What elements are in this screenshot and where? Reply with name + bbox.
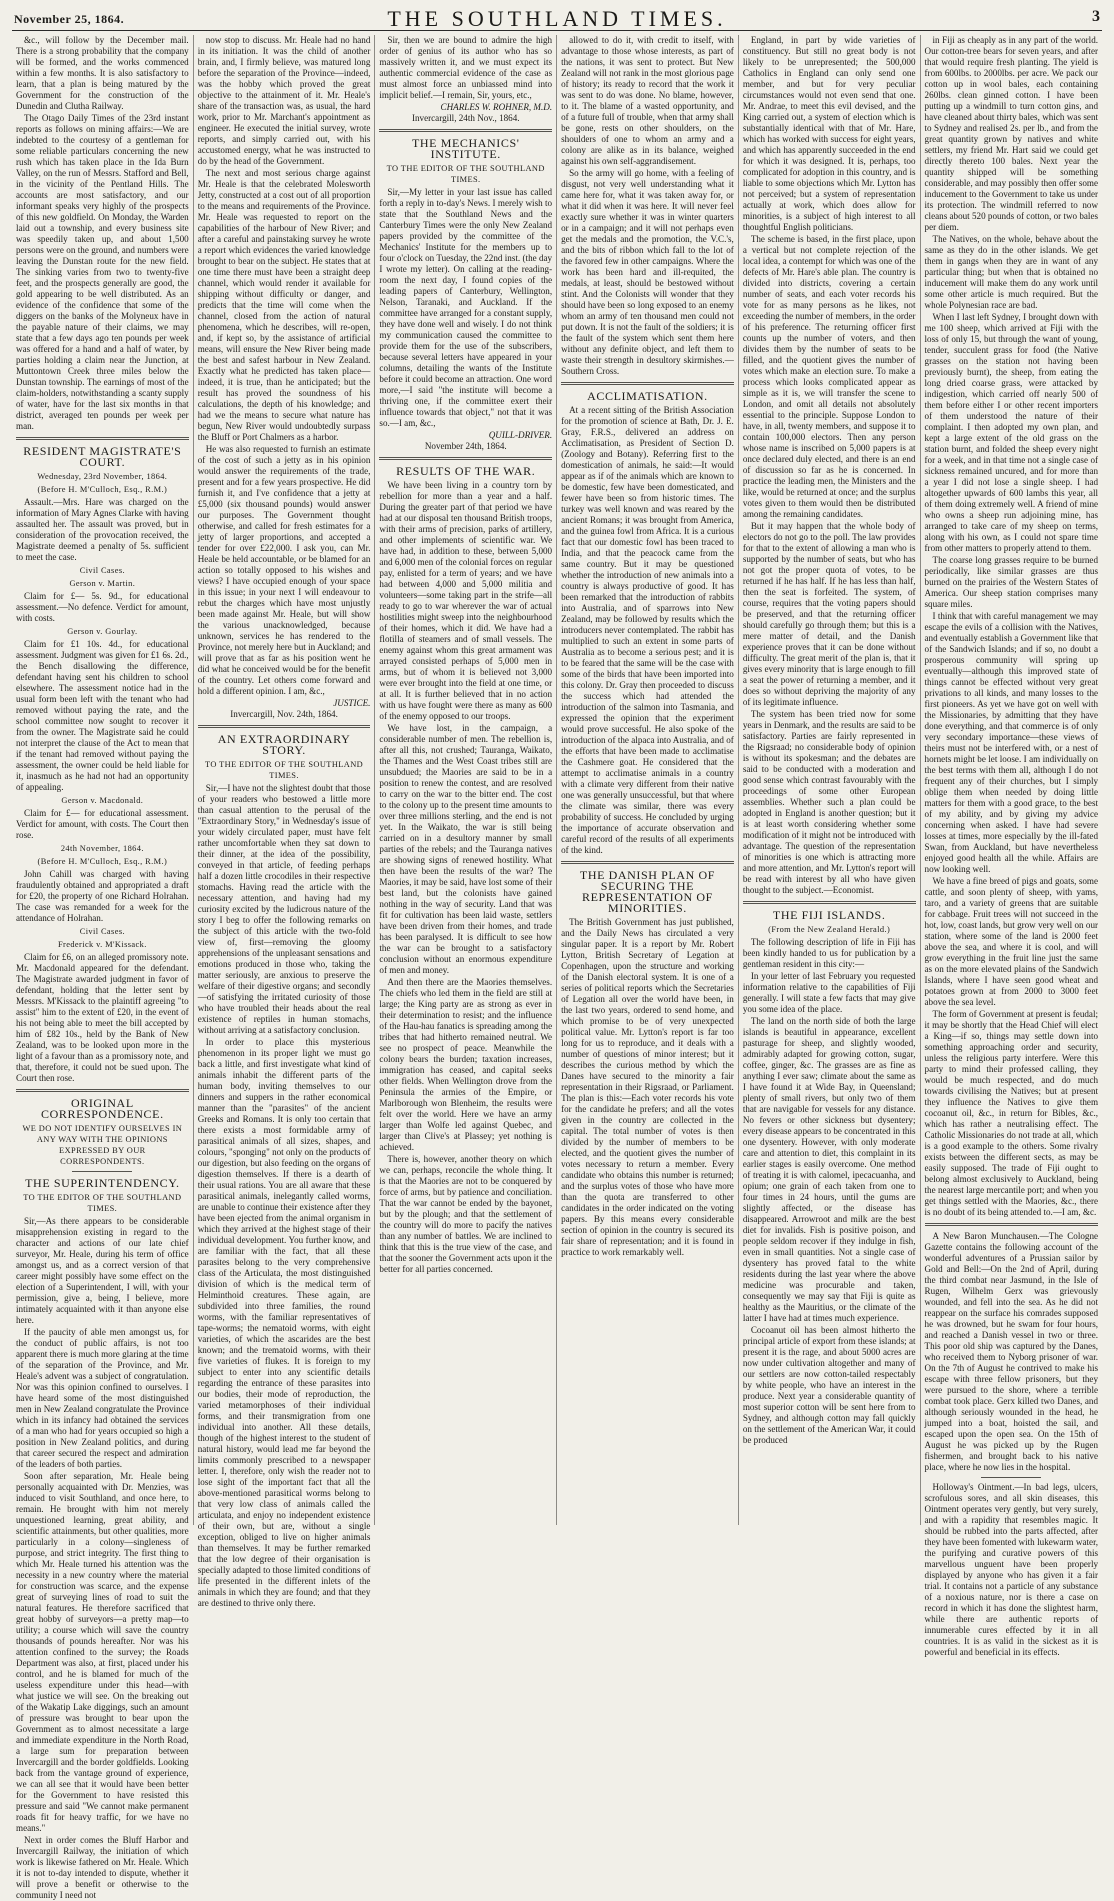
paragraph: In your letter of last February you requested information relative to the capabilities of Fiji generally. I will state a few facts that may give you some idea of the place.: [742, 971, 916, 1014]
paragraph: The land on the north side of both the large islands is beautiful in appearance, excellent pasturage for sheep, and slightly wooded, admirably adapted for growing cotton, sugar, coffee, ginger, &c. The grasses are as fine as anything I ever saw; climate about the same as I have found it at Wide Bay, in Queensland; plenty of small rivers, but only two of them that are navigable for vessels for any distance. No fevers or other sickness but dysentery; every disease appears to be concentrated in this one dysentery. However, with only moderate care and attention to diet, this complaint in its earlier stages is easily overcome. One method of treating it is with calomel, ipecacuanha, and opium; one grain of each taken from one to four times in 24 hours, until the gums are slightly affected, or the disease has disappeared. Arrowroot and milk are the best diet for invalids. Fish is positive poison, and people seldom recover if they indulge in fish, even in small quantities. Not a single case of dysentery has proved fatal to the white residents during the last year where the above medicine was procurable and taken, consequently we may say that Fiji is quite as healthy as the Mauritius, or the climate of the latter I have had at times much experience.: [742, 1016, 916, 1323]
signature: JUSTICE.: [333, 698, 371, 708]
signature-place: Invercargill, Nov. 24th, 1864.: [230, 709, 338, 719]
paragraph: Sir, then we are bound to admire the high order of genius of its author who has so massively written it, and we must expect its authentic commercial evidence of the case as must almost force an unbiassed mind into implicit belief.—I remain, Sir, yours, etc.,: [379, 35, 553, 100]
divider: [16, 1089, 189, 1092]
column-6: [921, 35, 1103, 1657]
column-1: [12, 35, 194, 1900]
paragraph: The system has been tried now for some years in Denmark, and the results are said to be satisfactory. Parties are fairly represented in the Rigsraad; no considerable body of opinion is without its spokesman; and the debates are said to be conducted with a moderation and good sense which contrast favourably with the proceedings of some other European assemblies. Whether such a plan could be adopted in England is another question; but it is at least worth considering whether some modification of it might not be introduced with advantage. The question of the representation of minorities is one which is attracting more and more attention, and Mr. Lytton's report will be read with interest by all who have given thought to the subject.—Economist.: [742, 709, 916, 895]
case-title: Frederick v. M'Kissack.: [57, 940, 147, 949]
paragraph: in Fiji as cheaply as in any part of the world. Our cotton-tree bears for seven years, and after that would require fresh planting. The yield is from 600lbs. to 2000lbs. per acre. We pack our cotton up in wool bales, each containing 260lbs. clean ginned cotton. I have been putting up a windmill to turn cotton gins, and have cleaned about thirty bales, which was sent to Sydney and realised 2s. per lb., and from the great quantity grown by natives and white settlers, my friend Mr. Hart said we could get directly thereto 100 bales. Next year the quantity shipped will be something considerable, and may possibly then offer some inducement to the Government to take us under its protection. The windmill referred to now cleans about 520 pounds of cotton, or two bales per diem.: [924, 35, 1099, 232]
paragraph: Next in order comes the Bluff Harbor and Invercargill Railway, the initiation of which work is likewise fathered on Mr. Heale. Which it is not to-day intended to dispute, whether it will prove a benefit or otherwise to the community I need not: [16, 1835, 189, 1900]
section-heading: RESULTS OF THE WAR.: [396, 464, 536, 478]
section-heading: ACCLIMATISATION.: [587, 389, 708, 403]
paragraph: So the army will go home, with a feeling of disgust, not very well understanding what it came here for, what it was taken away for, or what it did when it was here. It will never feel exactly sure whether it was in winter quarters or in a campaign; and it will not perhaps even get the medals and the promotion, the V.C.'s, and the bits of ribbon which fall to the lot of the favored few in other campaigns. Where the work has been hard and ill-requited, the medals, at least, should be bestowed without stint. And the Colonists will wonder that they should have been so long exposed to an enemy whom an army of ten thousand men could not put down. It is not the fault of the soldiers; it is the fault of the system which sent them here without any definite object, and left them to waste their strength in desultory skirmishes.—Southern Cross.: [561, 168, 734, 376]
paragraph: England, in part by wide varieties of constituency. But still no great body is not likely to be unrepresented; the 500,000 Catholics in England can only send one member, and but for very peculiar circumstances would not even send that one. Mr. Andrae, to meet this evil devised, and the King carried out, a system of election which is substantially identical with that of Mr. Hare, which has worked with success for eight years, and which has apparently succeeded in the end for which it was designed. It is, perhaps, too complicated for adoption in this country, and is liable to some objections which Mr. Lytton has not perceived; but a system of representation actually at work, which does allow for minorities, is a subject of high interest to all thoughtful English politicians.: [742, 35, 916, 232]
column-3: [375, 35, 557, 1525]
paragraph: There is, however, another theory on which we can, perhaps, reconcile the whole thing. It is that the Maories are not to be conquered by force of arms, but by patience and conciliation. That the war cannot be ended by the bayonet, but by the plough; and that the settlement of the country will do more to pacify the natives than any number of battles. We are inclined to think that this is the true view of the case, and that the sooner the Government acts upon it the better for all parties concerned.: [379, 1154, 553, 1274]
section-heading: RESIDENT MAGISTRATE'S COURT.: [23, 444, 182, 469]
subheading: Civil Cases.: [79, 927, 125, 936]
divider: [379, 457, 552, 460]
paragraph: Soon after separation, Mr. Heale being personally acquainted with Dr. Menzies, was induced to visit Southland, and once here, to remain. He brought with him not merely unquestioned learning, great ability, and scientific attainments, but other qualities, more particularly in a colony—singleness of purpose, and strict integrity. The first thing to which Mr. Heale turned his attention was the necessity in a new country where the material for construction was scarce, and the expense great of surveying lines of road to suit the natural features. He therefore sacrificed that great hobby of surveyors—a pretty map—to utility; a course which will save the country thousands of pounds hereafter. Nor was his attention confined to the survey; the Roads Department was also, at first, placed under his control, and he is blamed for much of the useless expenditure under this head—with what justice we will see. On the breaking out of the Wakatip Lake diggings, such an amount of pressure was brought to bear upon the Government as to almost necessitate a large and immediate expenditure in the North Road, a large sum for preparation between Invercargill and the border goldfields. Looking back from the vantage ground of experience, we can all see that it would have been better for the Government to have resisted this pressure and said "We cannot make permanent roads fit for heavy traffic, for we have no means.": [16, 1471, 189, 1833]
section-heading: THE DANISH PLAN OF SECURING THE REPRESENTATION OF MINORITIES.: [579, 868, 716, 915]
divider: [981, 1477, 1041, 1478]
paragraph: We have lost, in the campaign, a considerable number of men. The rebellion is, after all this, not crushed; Tauranga, Waikato, the Thames and the West Coast tribes still are unsubdued; the Maories are said to be in a position to renew the contest, and are resolved to carry on the war to the bitter end. The cost to the colony up to the present time amounts to over three millions sterling, and the end is not yet. In the Waikato, the war is still being carried on in a desultory manner by small parties of the rebels; and the Tauranga natives are showing signs of renewed hostility. What then have been the results of the war? The Maories, it may be said, have lost some of their best land, but the colonists have gained nothing in the way of security. Land that was fit for cultivation has been laid waste, settlers have been driven from their homes, and trade has been paralysed. It is difficult to see how the war can be brought to a satisfactory conclusion without an enormous expenditure of men and money.: [379, 723, 553, 975]
paragraph: We have been living in a country torn by rebellion for more than a year and a half. During the greater part of that period we have had at our disposal ten thousand British troops, with their arms of precision, parks of artillery, and other implements of scientific war. We have had, in addition to these, between 5,000 and 6,000 men of the colonial forces on regular pay, enlisted for a term of years; and we have had between 4,000 and 5,000 militia and volunteers—some taking part in the strife—all ready to go to war wherever the war of actual hostilities might sweep into the neighbourhood of their homes, which it did. We have had a flotilla of steamers and of small vessels. The enemy against whom this great armament was arrayed consisted perhaps of 5,000 men in arms, but of whom it is believed not 3,000 were ever brought into the field at one time, or at all. It is further believed that in no action with us have fought were there as many as 600 of the enemy opposed to our troops.: [379, 480, 553, 721]
court-bench: (Before H. M'Culloch, Esq., R.M.): [37, 485, 168, 494]
section-heading: THE FIJI ISLANDS.: [772, 908, 886, 922]
paragraph: At a recent sitting of the British Association for the promotion of science at Bath, Dr. J. E. Gray, F.R.S., delivered an address on Acclimatisation, as President of Section D. (Zoology and Botany). Referring first to the domestication of animals, he said:—It would appear as if of the animals which are known to be domestic, few have been domesticated, and fewer have been so from historic times. The turkey was well known and was reared by the ancient Romans; it was brought from America, and the guinea fowl from Africa. It is a curious fact that our domestic fowl has been traced to India, and that the peacock came from the same country. But it may be questioned whether the introduction of new animals into a country is always productive of good. It has been remarked that the introduction of rabbits into Australia, and of sparrows into New Zealand, may be followed by results which the introducers never contemplated. The rabbit has multiplied to such an extent in some parts of Australia as to become a serious pest; and it is to be feared that the same will be the case with some of the birds that have been imported into this colony. Dr. Gray then proceeded to discuss the success which had attended the introduction of the salmon into Tasmania, and expressed the opinion that the experiment would prove successful. He also spoke of the introduction of the alpaca into Australia, and of the efforts that have been made to acclimatise the Cashmere goat. He considered that the attempt to acclimatise animals in a country with a climate very different from their native one was generally unsuccessful, but that where the climate was similar, there was every probability of success. He concluded by urging the importance of accurate observation and careful record of the results of all experiments of the kind.: [561, 405, 734, 855]
signature-place: November 24th, 1864.: [424, 441, 507, 451]
divider: [16, 437, 189, 440]
paragraph: &c., will follow by the December mail. There is a strong probability that the company will be formed, and the works commenced within a few months. It is also satisfactory to learn, that a plan is being matured by the Government for the construction of the Dunedin and Clutha Railway.: [16, 35, 189, 111]
newspaper-title: THE SOUTHLAND TIMES.: [387, 6, 727, 31]
section-heading: THE MECHANICS' INSTITUTE.: [411, 136, 520, 161]
paragraph: When I last left Sydney, I brought down with me 100 sheep, which arrived at Fiji with the loss of only 15, but through the want of young, tender, succulent grass for food (the Native grasses on the station not having been previously burnt), the sheep, from eating the long dried coarse grass, were attacked by indigestion, which carried off nearly 500 of them before either I or other recent importers of them understood the nature of their complaint. I then adopted my own plan, and kept a large extent of the old grass on the station burnt, and folded the sheep every night for a week, and in that time not a single case of sickness remained uncured, and for more than a year I did not lose a single sheep. I had altogether upwards of 600 lambs this year, all of them doing extremely well. A friend of mine who owns a sheep run adjoining mine, has arranged to take care of my sheep on terms, along with his own, as I could not spare time from other matters to properly attend to them.: [924, 312, 1099, 553]
paragraph: The form of Government at present is feudal; it may be shortly that the Head Chief will elect a King—if so, things may settle down into something approaching order and security, unless the religious party interfere. Were this party to mind their professed calling, they would be much respected, and do much towards civilising the Natives; but at present they influence the Natives to give them cocoanut oil, &c., in return for Bibles, &c., which has rather a neutralising effect. The Catholic Missionaries do not trade at all, which is a good example to the others. Some rivalry exists between the different sects, as may be easily supposed. The trade of Fiji ought to belong almost exclusively to Auckland, being the nearest large mercantile port; and when you get things settled with the Maories, &c., there is no doubt of its being attended to.—I am, &c.: [924, 1009, 1099, 1217]
paragraph: Cocoanut oil has been almost hitherto the principal article of export from these islands; at present it is the rage, and about 5000 acres are now under cultivation altogether and many of our settlers are now cotton-tailed respectably by white people, who have an interest in the produce. Next year a considerable quantity of most superior cotton will be sent here from to Sydney, and although cotton may fall quickly on the settlement of the American War, it could be produced: [742, 1325, 916, 1445]
paragraph: The following description of life in Fiji has been kindly handed to us for publication by a gentleman resident in this city:—: [742, 937, 916, 969]
paragraph: The next and most serious charge against Mr. Heale is that the celebrated Molesworth Jetty, constructed at a cost out of all proportion to the means and requirements of the Province. Mr. Heale was requested to report on the capabilities of the harbour of New River; and after a careful and painstaking survey he wrote a report which evidences the varied knowledge brought to bear on the subject. He states that at one time there must have been a straight deep channel, which would render it available for shipping without difficulty or danger, and predicts that the time will come when the channel, closed from the action of natural phenomena, which he describes, will re-open, and, if kept so, by the assistance of artificial means, will ensure the New River being made the best and safest harbour in New Zealand. Exactly what he predicted has taken place—indeed, it is true, than he anticipated; but the result has proved the soundness of his calculations, the depth of his knowledge; and had we the means to secure what nature has begun, New River would undoubtedly surpass the Bluff or Port Chalmers as a harbor.: [197, 168, 371, 442]
masthead: [12, 6, 1102, 31]
paragraph: The Otago Daily Times of the 23rd instant reports as follows on mining affairs:—We are indebted to the courtesy of a gentleman for some reliable particulars concerning the new rush which has taken place in the Ida Burn Valley, on the run of Messrs. Stafford and Bell, in the vicinity of the Pentland Hills. The accounts are most satisfactory, and our informant speaks very highly of the prospects of this new goldfield. On Monday, the Warden laid out a township, and every business site was speedily taken up, and about 1,500 persons were on the ground, and numbers were leaving the Dunstan route for the new field. The sinking varies from two to twenty-five feet, and the prospects generally are good, the gold appearing to be well distributed. As an evidence of the confidence that some of the diggers on the banks of the Molyneux have in the payable nature of their claims, we may state that a few days ago ten pounds per week was offered for a hand and a half of water, by parties holding a claim near the Junction, at Muttontown Creek three miles below the Dunstan township. The earnings of most of the claim-holders, notwithstanding a scanty supply of water, have for the last six months in that district, averaged ten pounds per week per man.: [16, 113, 189, 431]
paragraph: But it may happen that the whole body of electors do not go to the poll. The law provides for that to the extent of allowing a man who is supported by the number of seats, but who has not got the proper quota of votes, to be returned if he has half. If he has less than half, then the seat is forfeited. The system, of course, requires that the voting papers should be preserved, and that the returning officer should carefully go through them; but this is a mere matter of detail, and the Danish experience proves that it can be done without difficulty. The great merit of the plan is, that it gives every minority that is large enough to fill a seat the power of returning a member, and it does so without depriving the majority of any of its legitimate influence.: [742, 521, 916, 707]
column-2: [194, 35, 376, 1608]
paragraph: Claim for £— 5s. 9d., for educational assessment.—No defence. Verdict for amount, with costs.: [16, 591, 189, 623]
paragraph: We have a fine breed of pigs and goats, some cattle, and soon plenty of sheep, with yams, taro, and a variety of greens that are suitable for cabbage. Fruit trees will not succeed in the hot, low, coast lands, but grow very well on our station, where some of the land is 2000 feet above the sea, and where it is cool, and will grow everything in the fruit line just the same as on the more elevated plains of the Sandwich Islands, where I have seen good wheat and potatoes grown at from 2000 to 3000 feet above the sea level.: [924, 876, 1099, 1007]
issue-date: November 25, 1864.: [14, 12, 125, 26]
divider: [379, 129, 552, 132]
signature-place: Invercargill, 24th Nov., 1864.: [411, 113, 520, 123]
section-heading: ORIGINAL CORRESPONDENCE.: [41, 1096, 164, 1121]
source-note: (From the New Zealand Herald.): [768, 925, 891, 934]
paragraph: John Cahill was charged with having fraudulently obtained and appropriated a draft for £20, the property of one Richard Holrahan. The case was remanded for a week for the attendance of Holrahan.: [16, 869, 189, 923]
signature: QUILL-DRIVER.: [488, 430, 553, 440]
paragraph: The coarse long grasses require to be burned periodically, like similar grasses are thus burned on the prairies of the Western States of America. Our sheep station comprises many square miles.: [924, 555, 1099, 609]
section-heading: THE SUPERINTENDENCY.: [25, 1176, 180, 1190]
court-bench: (Before H. M'Culloch, Esq., R.M.): [37, 857, 168, 866]
paragraph: I think that with careful management we may escape the evils of a collision with the Natives, and eventually establish a Government like that of the Sandwich Islands; and if so, no doubt a prosperous community will spring up eventually—although this improved state of things cannot be effected without very great privations to all kinds, and many losses to the first pioneers. As yet we have got on well with the Missionaries, by admitting that they have done everything, and that commerce is of only very secondary importance—these views of theirs must not be interfered with, or a nest of hornets might be let loose. I am individually on the best terms with them all, although I do not frequent any of their churches, but I simply oblige them when needed by doing little matters for them with a good grace, to the best of my ability, and by giving my advice concerning when asked. I have had severe losses at times, more especially by the ill-fated Swan, from Auckland, but have nevertheless enjoyed good health all the while. Affairs are now looking well.: [924, 611, 1099, 874]
case-title: Gerson v. Gourlay.: [67, 627, 138, 636]
paragraph: now stop to discuss. Mr. Heale had no hand in its initiation. It was the child of another brain, and, I firmly believe, was matured long before the separation of the Province—indeed, was the hobby which proved the great objective to the attainment of it. Mr. Heale's share of the transaction was, as usual, the hard work, prior to Mr. Marchant's appointment as engineer. He executed the initial survey, wrote reports, and simply carried out, with his accustomed energy, what he was instructed to do by the head of the Government.: [197, 35, 371, 166]
columns: [12, 35, 1102, 1900]
paragraph: Claim for £1 10s. 4d., for educational assessment. Judgment was given for £1 6s. 2d., the Bench disallowing the difference, defendant having sent his children to school elsewhere. The assessment notice had in the usual form been left with the tenant who had removed without paying the rate, and the school committee now sought to recover it from the owner. The Magistrate said he could not interpret the clause of the Act to mean that if the tenant had removed without paying the assessment, the owner could be held liable for it, inasmuch as he had not had an opportunity of appealing.: [16, 639, 189, 792]
paragraph: The British Government has just published, and the Daily News has circulated a very singular paper. It is a report by Mr. Robert Lytton, British Secretary of Legation at Copenhagen, upon the structure and working of the Danish electoral system. It is one of a series of political reports which the Secretaries of Legation all over the world have been, in the last two years, ordered to send home, and which promise to be of very unexpected political value. Mr. Lytton's report is far too long for us to reproduce, and it deals with a number of questions of minor interest; but it describes the curious method by which the Danes have secured to the minority a fair representation in their Rigsraad, or Parliament. The plan is this:—Each voter records his vote for the candidate he prefers; and all the votes given in the country are collected in the capital. The total number of votes is then divided by the number of members to be elected, and the quotient gives the number of votes necessary to return a member. Every candidate who obtains this number is returned; and the surplus votes of those who have more than the quota are transferred to other candidates in the order indicated on the voting papers. By this means every considerable section of opinion in the country is secured its fair share of representation; and it is found in practice to work remarkably well.: [561, 917, 734, 1257]
paragraph: The Natives, on the whole, behave about the same as they do in the other islands. We get them in gangs when they are in want of any particular thing; but when that is obtained no inducement will make them do any work until some other article is much required. But the whole Polynesian race are bad.: [924, 234, 1099, 310]
paragraph: Holloway's Ointment.—In bad legs, ulcers, scrofulous sores, and all skin diseases, this Ointment operates very gently, but very surely, and with a rapidity that resembles magic. It should be rubbed into the parts affected, after they have been fomented with lukewarm water, the purifying and curative powers of this marvellous unguent have been properly displayed by anyone who has given it a fair trial. It contains not a particle of any substance of a noxious nature, nor is there a case on record in which it has done the slightest harm, while there are authentic reports of innumerable cures effected by it in all countries. It is as valid in the sickest as it is powerful and beneficial in its effects.: [924, 1482, 1099, 1657]
column-4: [557, 35, 739, 1525]
paragraph: If the paucity of able men amongst us, for the conduct of public affairs, is not too apparent there is much more glaring at the time of the separation of the Province, and Mr. Heale's advent was a subject of congratulation. Nor was this opinion confined to ourselves. I have heard some of the most distinguished men in New Zealand congratulate the Province which in its infancy had obtained the services of a man who had for years occupied so high a position in New Zealand politics, and during that career secured the respect and admiration of the leaders of both parties.: [16, 1327, 189, 1469]
divider: [198, 725, 371, 728]
case-title: Gerson v. Martin.: [69, 579, 136, 588]
paragraph: The scheme is based, in the first place, upon a vertical but not complete rejection of the local idea, a contempt for which was one of the defects of Mr. Hare's able plan. The country is divided into districts, covering a certain number of seats, and each voter records his vote for as many persons as he likes, not exceeding the number of members, in the order of his preference. The returning officer first counts up the number of voters, and then divides them by the number of seats to be filled, and the quotient gives the number of votes which make an election sure. To make a process which looks complicated appear as simple as it is, we will transfer the scene to London, and omit all details not absolutely essential to the principle. Suppose London to have, in all, twenty members, and suppose it to contain 100,000 electors. Then any person whose name is inscribed on 5,000 papers is at once declared duly elected, and there is an end of discussion so far as he is concerned. In practice the leading men, the Ministers and the like, would be returned at once; and the surplus votes given to them would then be distributed among the remaining candidates.: [742, 234, 916, 519]
paragraph: He was also requested to furnish an estimate of the cost of such a jetty as in his opinion would answer the requirements of the trade, present and for a few years prospective. He did furnish it, and I've confidence that a jetty at £5,000 (six thousand pounds) would answer our purposes. The Government thought otherwise, and called for fresh estimates for a jetty of larger proportions, and accepted a tender for over £22,000. I ask you, can Mr. Heale be held accountable, or be blamed for an action so totally opposed to his wishes and views? I have occupied enough of your space in this issue; in your next I will endeavour to rebut the charges which have most unjustly been made against Mr. Heale, but will show the various unacknowledged, because unknown, services he has rendered to the Province, not merely here but in Auckland; and will prove that as far as his position went he did what he conceived would be for the benefit of the country. Let others come forward and hold a different opinion. I am, &c.,: [197, 444, 371, 696]
paragraph: Sir,—My letter in your last issue has called forth a reply in to-day's News. I merely wish to state that the Southland News and the Canterbury Times were the only New Zealand papers provided by the committee of the Mechanics' Institute for the members up to four o'clock on Tuesday, the 22nd inst. (the day I wrote my letter). On calling at the reading-room the next day, I found copies of the leading papers of Canterbury, Wellington, Nelson, Taranaki, and Auckland. If the committee have arranged for a constant supply, they have done well and wisely. I do not think my communication caused the committee to provide them for the use of the subscribers, because several letters have appeared in your columns, detailing the wants of the Institute before it could become an attraction. One word more,—I said "the institute will become a thriving one, if the committee exert their influence towards that object," not that it was so.—I am, &c.,: [379, 187, 553, 428]
to-editor: TO THE EDITOR OF THE SOUTHLAND TIMES.: [23, 1193, 182, 1213]
paragraph: Claim for £— for educational assessment. Verdict for amount, with costs. The Court then rose.: [16, 808, 189, 840]
signature: CHARLES W. ROHNER, M.D.: [440, 102, 553, 112]
case-title: Gerson v. Macdonald.: [61, 796, 144, 805]
paragraph: And then there are the Maories themselves. The chiefs who led them in the field are still at large; the King party are as strong as ever in their determination to resist; and the influence of the Hau-hau fanatics is spreading among the tribes that had hitherto remained neutral. We see no prospect of peace. Meanwhile the colony bears the burden; taxation increases, immigration has ceased, and capital seeks other fields. When Wellington drove from the Peninsula the armies of the Empire, or Marlborough won Blenheim, the results were felt over the world. Here we have an army larger than Wolfe led against Quebec, and larger than Clive's at Plassey; yet nothing is achieved.: [379, 977, 553, 1152]
subheading: Civil Cases.: [79, 566, 125, 575]
disclaimer: WE DO NOT IDENTIFY OURSELVES IN ANY WAY WITH THE OPINIONS EXPRESSED BY OUR CORRESPONDENTS.: [22, 1124, 183, 1166]
divider: [743, 901, 916, 904]
paragraph: A New Baron Munchausen.—The Cologne Gazette contains the following account of the wonderful adventures of a Prussian sailor by Gold and Bell:—On the 2nd of April, during the third combat near Jasmund, in the Isle of Rugen, Wilhelm Gerx was grievously wounded, and fell into the sea. As he did not reappear on the surface his comrades supposed he was drowned, but he swam for four hours, and reached a Danish vessel in two or three. This poor old ship was captured by the Danes, who received them to Nyborg prisoner of war. On the 7th of August he contrived to make his escape with three fellow prisoners, but they were pursued to the shore, where a terrible combat took place. Gerx killed two Danes, and although seriously wounded in the head, he jumped into a boat, hoisted the sail, and escaped upon the open sea. On the 15th of August he was picked up by the Rugen fishermen, and brought back to his native place, where he now lies in the hospital.: [924, 1231, 1099, 1472]
court-date: Wednesday, 23rd November, 1864.: [37, 472, 168, 481]
page-number: 3: [1092, 8, 1100, 25]
paragraph: Assault.—Mrs. Hare was charged on the information of Mary Agnes Clarke with having assaulted her. The assault was proved, but in consideration of the provocation received, the Magistrate deemed a penalty of 5s. sufficient to meet the case.: [16, 497, 189, 562]
paragraph: Claim for £6, on an alleged promissory note. Mr. Macdonald appeared for the defendant. The Magistrate awarded judgment in favor of defendant, holding that the letter sent by Messrs. M'Kissack to the plaintiff agreeing "to assist" him to the extent of £20, in the event of his not being able to meet the bill accepted by him of £82 10s., held by the Bank of New Zealand, was to be looked upon more in the light of a favour than as a promissory note, and that, therefore, it could not be sued upon. The Court then rose.: [16, 952, 189, 1083]
divider: [561, 382, 734, 385]
divider: [925, 1223, 1099, 1226]
to-editor: TO THE EDITOR OF THE SOUTHLAND TIMES.: [204, 760, 364, 780]
column-5: [739, 35, 921, 1525]
paragraph: Sir,—As there appears to be considerable misapprehension existing in regard to the character and actions of our late chief surveyor, Mr. Heale, during his term of office amongst us, and as a correct version of that career might possibly have some effect on the election of a Superintendent, I will, with your permission, give a, being, I believe, more intimately acquainted with it than anyone else here.: [16, 1216, 189, 1325]
court-date: 24th November, 1864.: [60, 844, 144, 853]
to-editor: TO THE EDITOR OF THE SOUTHLAND TIMES.: [386, 164, 545, 184]
divider: [561, 861, 734, 864]
paragraph: allowed to do it, with credit to itself, with advantage to those whose interests, as part of the nations, it was sent to protect. But New Zealand will not rank in the most glorious page of history; its ready to record that the work it was sent to do was done. No blame, however, to it. The blame of a wasted opportunity, and of a future full of trouble, when that army shall be gone, rests on other shoulders, on the shoulders of one to whom an army and a colony are alike as in its balance, weighed against his own self-aggrandisement.: [561, 35, 734, 166]
divider: [72, 1171, 132, 1172]
paragraph: Sir,—I have not the slightest doubt that those of your readers who bestowed a little more than casual attention to the perusal of the "Extraordinary Story," in Wednesday's issue of your widely circulated paper, must have felt rather uncomfortable when they sat down to their dinner, at the idea of the possibility, conveyed in that article, of feeding perhaps half a dozen little crocodiles in their respective stomachs. Having read the article with the necessary attention, and having had my curiosity excited by the ludicrous nature of the story I beg to offer the following remarks on the subject of this article with the two-fold view of, first—removing the gloomy apprehensions of the unpleasant sensations and emotions produced in those who, taking the matter seriously, are anxious to preserve the welfare of their digestive organs; and secondly—of satisfying the irritated curiosity of those who have troubled their heads about the real existence of reptiles in human stomachs, without arriving at a satisfactory conclusion.: [197, 783, 371, 1035]
paragraph: In order to place this mysterious phenomenon in its proper light we must go back a little, and first investigate what kind of animals inhabit the different parts of the human body, inviting themselves to our dinners and suppers in the rather economical manner than the "parasites" of the ancient Greeks and Romans. It is only too certain that there exists a most formidable army of parasitical animals of all sizes, shapes, and colours, "sponging" not only on the products of our digestion, but also feeding on the organs of digestion themselves. If there is a dearth of their usual rations. You are all aware that these parasitical animals, inelegantly called worms, are unable to continue their existence after they have been ejected from the animal organism in which they arrived at the highest stage of their individual development. You further know, and are familiar with the fact, that all these parasites belong to the very comprehensive class of the Articulata, the most distinguished division of which is the medical term of Helminthoid creatures. These again, are subdivided into three families, the round worms, with the familiar representatives of tape-worms; the nematoid worms, with eight varieties, of which the ascarides are the best known; and the trematoid worms, with their five varieties of flukes. It is foreign to my subject to enter into any scientific details regarding the entrance of these parasites into our bodies, their mode of reproduction, the varied metamorphoses of their individual forms, and their transmigration from one individual into another. All these details, though of the highest interest to the student of natural history, would lead me far beyond the limits commonly prescribed to a newspaper letter. I, therefore, only wish the reader not to lose sight of the important fact that all the above-mentioned parasitical worms belong to that very low class of animals called the articulata, and enjoy no independent existence of their own, but are, without a single exception, obliged to live on higher animals than themselves. It may be further remarked that the low degree of their organisation is specially adapted to those limited conditions of life presented in the different inlets of the animals in which they are found; and that they are destined to thrive only there.: [197, 1037, 371, 1608]
section-heading: AN EXTRAORDINARY STORY.: [217, 732, 351, 757]
